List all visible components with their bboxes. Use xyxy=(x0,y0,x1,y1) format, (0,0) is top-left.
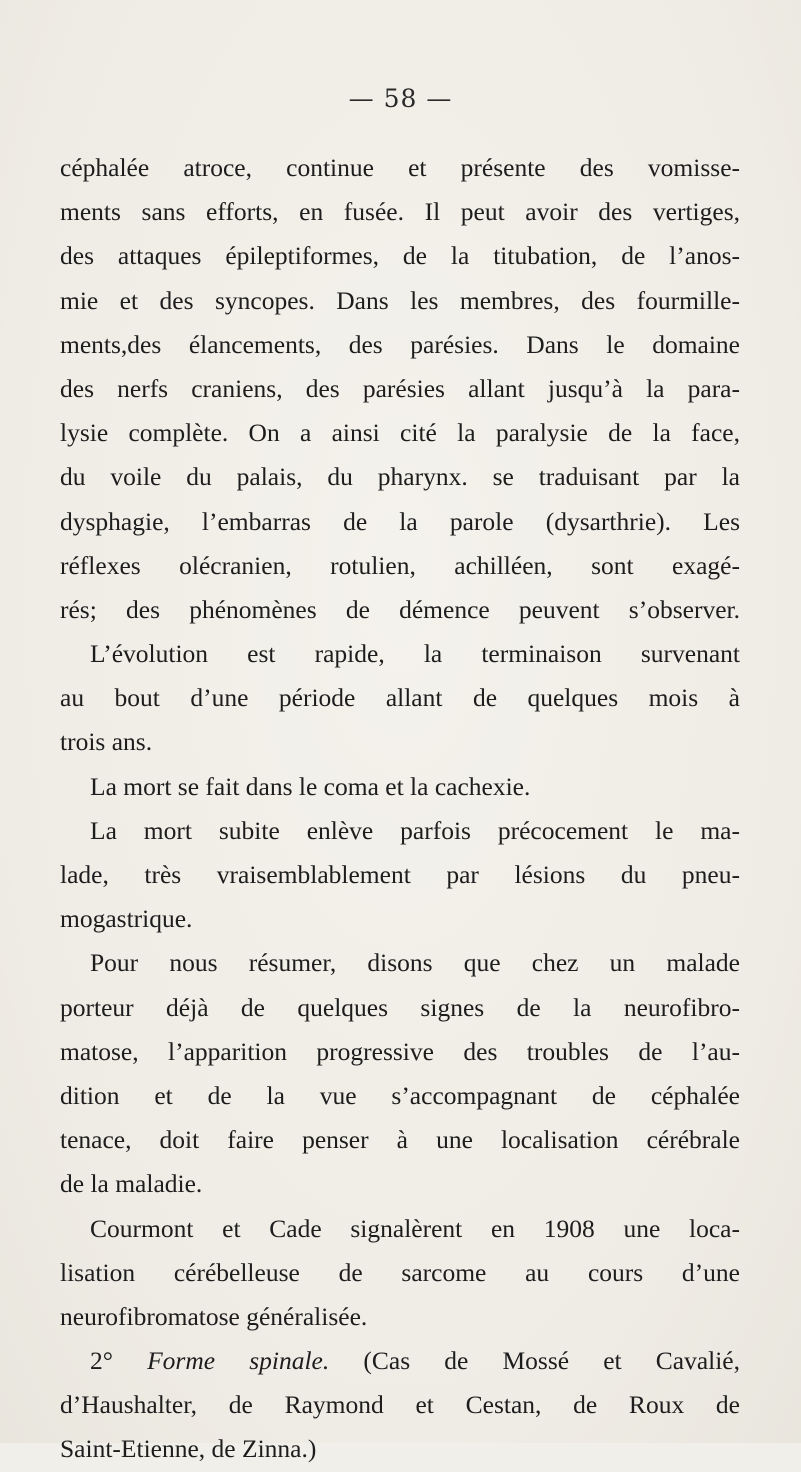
text-line: céphalée atroce, continue et présente des vomisse- xyxy=(60,153,740,182)
text-line: au bout d’une période allant de quelques mois à xyxy=(60,683,740,713)
section-title: Forme spinale. xyxy=(147,1346,330,1376)
text-line: Courmont et Cade signalèrent en 1908 une loca- xyxy=(90,1213,740,1243)
text-line: d’Haushalter, de Raymond et Cestan, de Roux de xyxy=(60,1390,740,1420)
text-line: dition et de la vue s’accompagnant de céphalée xyxy=(60,1080,740,1110)
page-number: — 58 — xyxy=(348,84,453,113)
text-line: matose, l’apparition progressive des troubles de l’au- xyxy=(60,1036,740,1066)
section-number: 2° xyxy=(90,1346,113,1376)
text-line: dysphagie, l’embarras de la parole (dysarthrie). Les xyxy=(60,506,740,536)
text-line: L’évolution est rapide, la terminaison survenant xyxy=(90,639,740,669)
text-line: lade, très vraisemblablement par lésions du pneu- xyxy=(60,860,740,889)
text-line: ments sans efforts, en fusée. Il peut avoir des vertiges, xyxy=(60,197,740,227)
text-line: lisation cérébelleuse de sarcome au cours d’une xyxy=(60,1257,740,1287)
text-line: Saint-Etienne, de Zinna.) xyxy=(60,1434,317,1464)
text-line: mogastrique. xyxy=(60,904,193,934)
text-line: des nerfs craniens, des parésies allant jusqu’à la para- xyxy=(60,373,740,403)
section-heading-rest: (Cas de Mossé et Cavalié, xyxy=(363,1346,740,1376)
text-line: du voile du palais, du pharynx. se traduisant par la xyxy=(60,462,740,492)
text-line: mie et des syncopes. Dans les membres, des fourmille- xyxy=(60,285,740,315)
text-line: trois ans. xyxy=(60,727,153,757)
text-line: Pour nous résumer, disons que chez un malade xyxy=(90,948,740,978)
section-heading-line xyxy=(60,1339,740,1383)
text-line: des attaques épileptiformes, de la titubation, de l’anos- xyxy=(60,241,740,271)
text-line: rés; des phénomènes de démence peuvent s’observer. xyxy=(60,594,740,624)
text-line: lysie complète. On a ainsi cité la paralysie de la face, xyxy=(60,418,740,448)
text-line: de la maladie. xyxy=(60,1169,203,1199)
text-line: porteur déjà de quelques signes de la neurofibro- xyxy=(60,992,740,1022)
text-line: tenace, doit faire penser à une localisation cérébrale xyxy=(60,1125,740,1155)
text-line: neurofibromatose généralisée. xyxy=(60,1301,368,1331)
text-line: La mort se fait dans le coma et la cachexie. xyxy=(90,771,531,801)
text-line: réflexes olécranien, rotulien, achilléen, sont exagé- xyxy=(60,550,740,580)
text-line: ments,des élancements, des parésies. Dans le domaine xyxy=(60,329,740,359)
body-text xyxy=(60,146,740,1472)
text-line: La mort subite enlève parfois précocement le ma- xyxy=(90,815,740,845)
